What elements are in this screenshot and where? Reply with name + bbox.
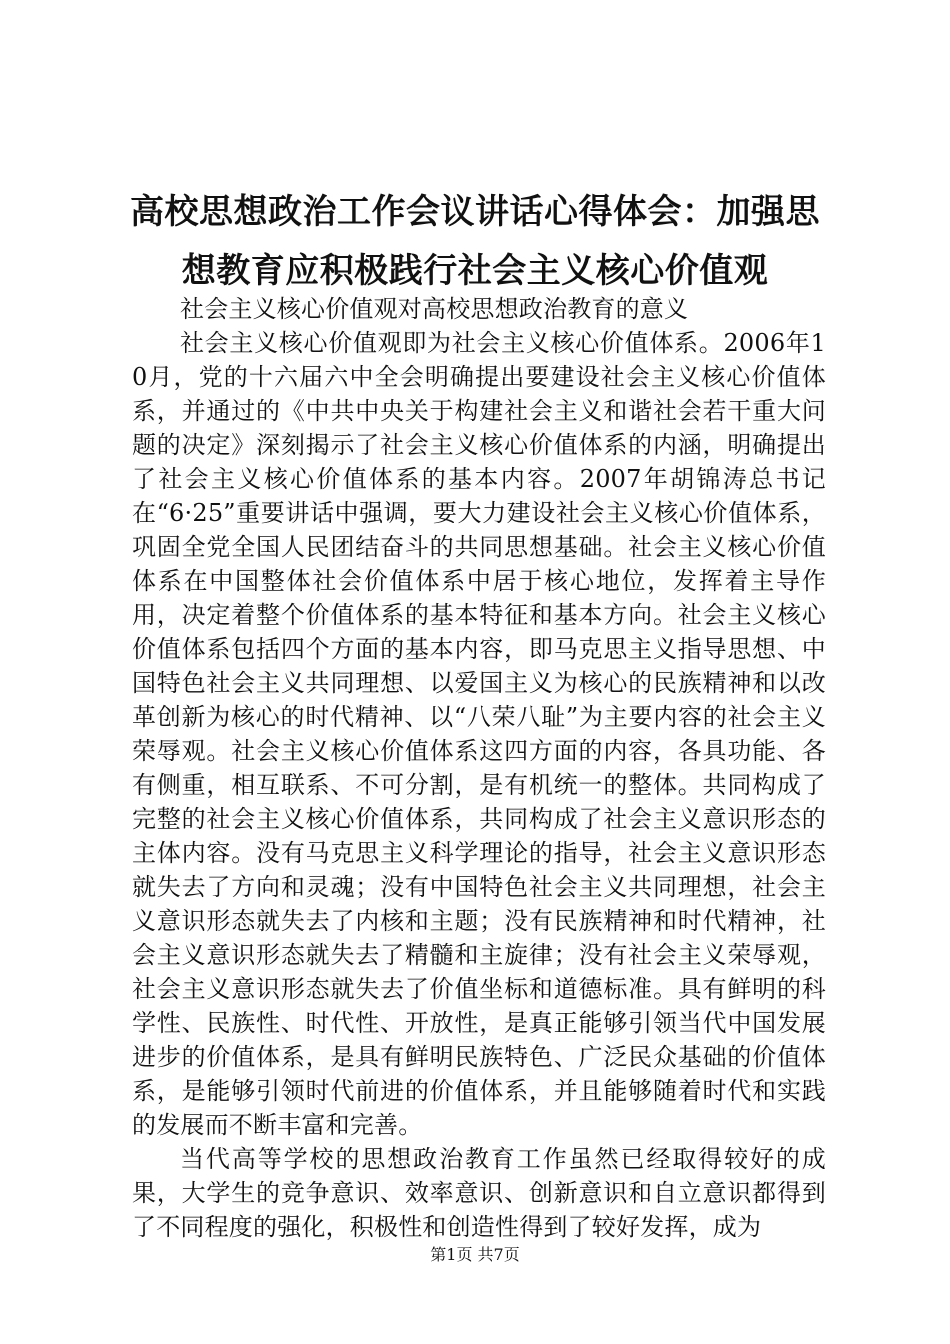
document-title: 高校思想政治工作会议讲话心得体会：加强思想教育应积极践行社会主义核心价值观	[130, 192, 820, 291]
document-body	[132, 292, 826, 1244]
body-paragraph: 社会主义核心价值观即为社会主义核心价值体系。2006年10月，党的十六届六中全会明确提出要建设社会主义核心价值体系，并通过的《中共中央关于构建社会主义和谐社会若干重大问题的决定》深刻揭示了社会主义核心价值体系的内涵，明确提出了社会主义核心价值体系的基本内容。2007年胡锦涛总书记在“6·25”重要讲话中强调，要大力建设社会主义核心价值体系，巩固全党全国人民团结奋斗的共同思想基础。社会主义核心价值体系在中国整体社会价值体系中居于核心地位，发挥着主导作用，决定着整个价值体系的基本特征和基本方向。社会主义核心价值体系包括四个方面的基本内容，即马克思主义指导思想、中国特色社会主义共同理想、以爱国主义为核心的民族精神和以改革创新为核心的时代精神、以“八荣八耻”为主要内容的社会主义荣辱观。社会主义核心价值体系这四方面的内容，各具功能、各有侧重，相互联系、不可分割，是有机统一的整体。共同构成了完整的社会主义核心价值体系，共同构成了社会主义意识形态的主体内容。没有马克思主义科学理论的指导，社会主义意识形态就失去了方向和灵魂；没有中国特色社会主义共同理想，社会主义意识形态就失去了内核和主题；没有民族精神和时代精神，社会主义意识形态就失去了精髓和主旋律；没有社会主义荣辱观，社会主义意识形态就失去了价值坐标和道德标准。具有鲜明的科学性、民族性、时代性、开放性，是真正能够引领当代中国发展进步的价值体系，是具有鲜明民族特色、广泛民众基础的价值体系，是能够引领时代前进的价值体系，并且能够随着时代和实践的发展而不断丰富和完善。	[132, 329, 826, 1139]
body-paragraph: 当代高等学校的思想政治教育工作虽然已经取得较好的成果，大学生的竞争意识、效率意识、创新意识和自立意识都得到了不同程度的强化，积极性和创造性得到了较好发挥，成为	[132, 1145, 826, 1241]
section-heading: 社会主义核心价值观对高校思想政治教育的意义	[180, 295, 689, 323]
page-number: 第1页 共7页	[430, 1245, 520, 1264]
